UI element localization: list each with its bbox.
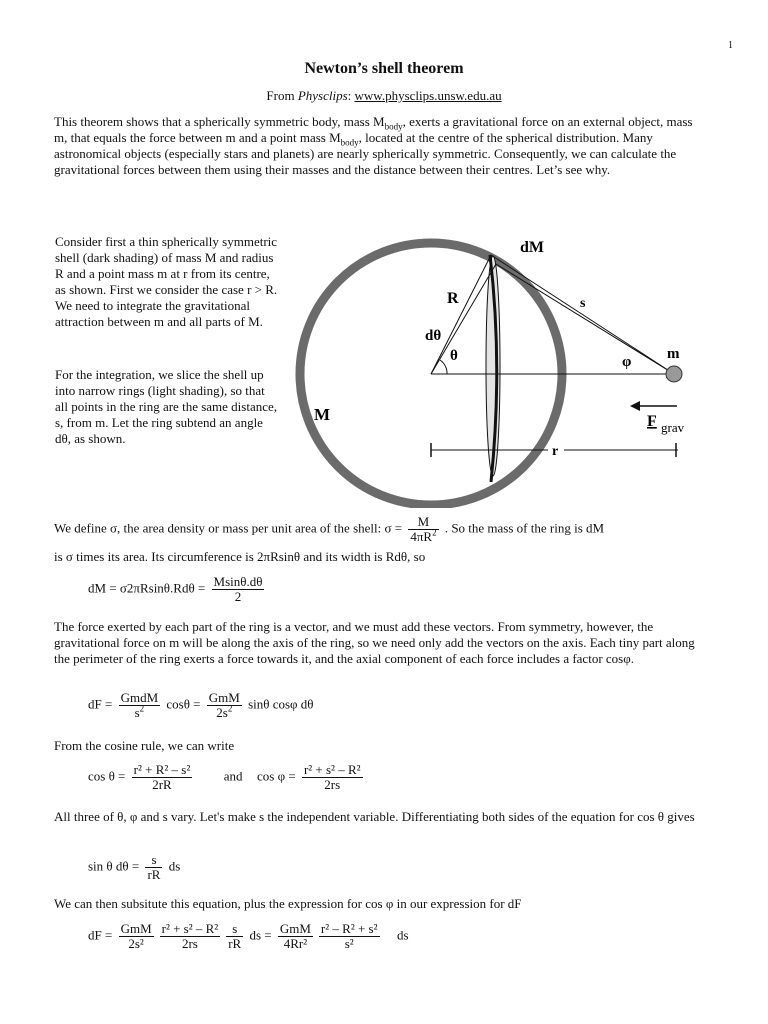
eq-cos-d1: 2rR [152,777,172,792]
eq-cos-and: and [223,768,243,784]
eq-dM-lhs: dM = σ2πRsinθ.Rdθ = [88,580,206,596]
equation-final [88,922,409,951]
eq-final-fraction-a [119,922,154,951]
eq-cos-fraction-2 [302,763,363,792]
eq-final-c-den: rR [228,936,242,951]
radius-line [431,255,491,374]
eq-cos-lhs-2: cos φ = [257,768,296,784]
eq-final-lhs: dF = [88,927,113,943]
eq-final-d-den: 4Rr² [283,936,308,951]
equation-dM [88,575,267,604]
label-theta: θ [450,348,458,364]
eq-dM-fraction [212,575,265,604]
sigma-den [408,527,438,544]
area-density-tail: . So the mass of the ring is dM [444,520,605,536]
eq-sin-tail: ds [168,858,181,874]
eq-final-b-den: 2rs [181,936,198,951]
side-paragraph-2: For the integration, we slice the shell up into narrow rings (light shading), so that all points in the ring are the same distance, s, from m. Let the ring subtend an angle dθ, as shown. [55,367,278,446]
eq-final-tail: ds [397,927,409,943]
eq-dF-tail: sinθ cosφ dθ [248,696,314,712]
s-line [491,255,674,374]
intro-sub-1: body [384,121,403,132]
theta-arc [440,360,447,374]
eq-dF-f1-num: GmdM [120,690,159,705]
vary-paragraph: All three of θ, φ and s vary. Let's make s the independent variable. Differentiating both sides of the equation for cos θ gives [54,809,695,824]
sigma-fraction [408,515,438,544]
eq-sin-den: rR [147,867,161,882]
eq-final-e-den: s² [344,936,354,951]
label-R: R [447,290,459,307]
eq-cos-n1: r² + R² – s² [133,762,191,777]
sigma-num: M [408,515,438,530]
eq-final-mid: ds = [249,927,272,943]
eq-final-fraction-c [226,922,243,951]
equation-dF [88,691,314,720]
eq-final-b-num: r² + s² – R² [161,921,219,936]
intro-text-2: , exerts a gravitational force on an external object, mass m, that equals the force between m and a point mass M [54,114,693,145]
eq-dF-f2-den-base: 2s [216,705,228,720]
eq-dF-f1-den-sup: 2 [139,703,145,714]
shell-diagram [290,228,710,508]
eq-dF-mid: cosθ = [166,696,201,712]
label-F: F [647,413,657,430]
source-sep: : [347,88,355,103]
page-title: Newton’s shell theorem [304,60,464,77]
area-density-line-2: is σ times its area. Its circumference is 2πRsinθ and its width is Rdθ, so [54,549,426,564]
label-dtheta: dθ [425,328,442,344]
label-phi: φ [622,354,632,370]
area-density-line-1 [54,515,704,544]
eq-dF-f2-den [207,703,242,720]
area-density-lead: We define σ, the area density or mass per unit area of the shell: σ = [54,520,403,536]
sigma-den-base: 4πR [410,529,433,544]
cosine-rule-text: From the cosine rule, we can write [54,738,235,753]
source-prefix: From [266,88,298,103]
eq-dF-f2-den-sup: 2 [227,703,233,714]
substitute-text: We can then subsitute this equation, plus the expression for cos φ in our expression for dF [54,896,522,911]
label-M: M [314,405,331,424]
intro-paragraph [54,114,704,178]
eq-sin-num: s [145,853,162,868]
intro-text-1: This theorem shows that a spherically symmetric body, mass M [54,114,385,129]
eq-cos-d2: 2rs [324,777,341,792]
label-m: m [667,346,680,362]
source-link[interactable]: www.physclips.unsw.edu.au [354,88,502,103]
point-mass [666,366,682,382]
eq-cos-n2: r² + s² – R² [303,762,361,777]
eq-cos-lhs-1: cos θ = [88,768,126,784]
label-s: s [580,296,586,311]
eq-final-c-num: s [226,922,243,937]
sigma-den-sup: 2 [432,527,437,538]
eq-final-fraction-b [160,922,221,951]
force-paragraph: The force exerted by each part of the ring is a vector, and we must add these vectors. From symmetry, however, the gravitational force on m will be along the axis of the ring, so we need only add the vectors on the axis. Each tiny part along the perimeter of the ring exerts a force towards it, and the axial component of each force includes a factor cosφ. [54,619,695,666]
eq-dF-lhs: dF = [88,696,113,712]
eq-sin-fraction [145,853,162,882]
source-line [0,88,768,104]
eq-dF-fraction-1 [119,691,161,720]
eq-dF-f1-den-base: s [134,705,140,720]
eq-final-fraction-e [319,922,380,951]
eq-dM-den: 2 [234,589,242,604]
eq-final-a-num: GmM [120,921,152,936]
force-arrowhead [630,401,640,411]
eq-dF-f1-den [119,703,161,720]
side-paragraph-1: Consider first a thin spherically symmetric shell (dark shading) of mass M and radius R and a point mass m at r from its centre, as shown. First we consider the case r > R. We need to integrate the gravitational attraction between m and all parts of M. [55,234,278,329]
eq-final-d-num: GmM [279,921,311,936]
intro-text-3: , located at the centre of the spherical distribution. Many astronomical objects (especially stars and planets) are nearly spherically symmetric. Consequently, we can calculate the gravitational forces between them using their masses and the distance between their centres. Let’s see why. [54,130,677,177]
label-dM: dM [520,239,544,256]
equation-cos [88,763,366,792]
eq-cos-fraction-1 [132,763,193,792]
eq-final-a-den: 2s² [128,936,144,951]
page-number: 1 [728,40,733,51]
eq-dM-num: Msinθ.dθ [213,574,263,589]
eq-dF-fraction-2 [207,691,242,720]
eq-final-e-num: r² – R² + s² [320,921,378,936]
label-r: r [552,444,559,459]
source-name: Physclips [297,88,348,103]
eq-final-fraction-d [278,922,313,951]
eq-dF-f2-num: GmM [208,690,240,705]
intro-sub-2: body [340,137,359,148]
equation-sin [88,853,180,882]
label-F-sub: grav [661,420,685,435]
s-line-2 [496,264,674,374]
eq-sin-lhs: sin θ dθ = [88,858,140,874]
